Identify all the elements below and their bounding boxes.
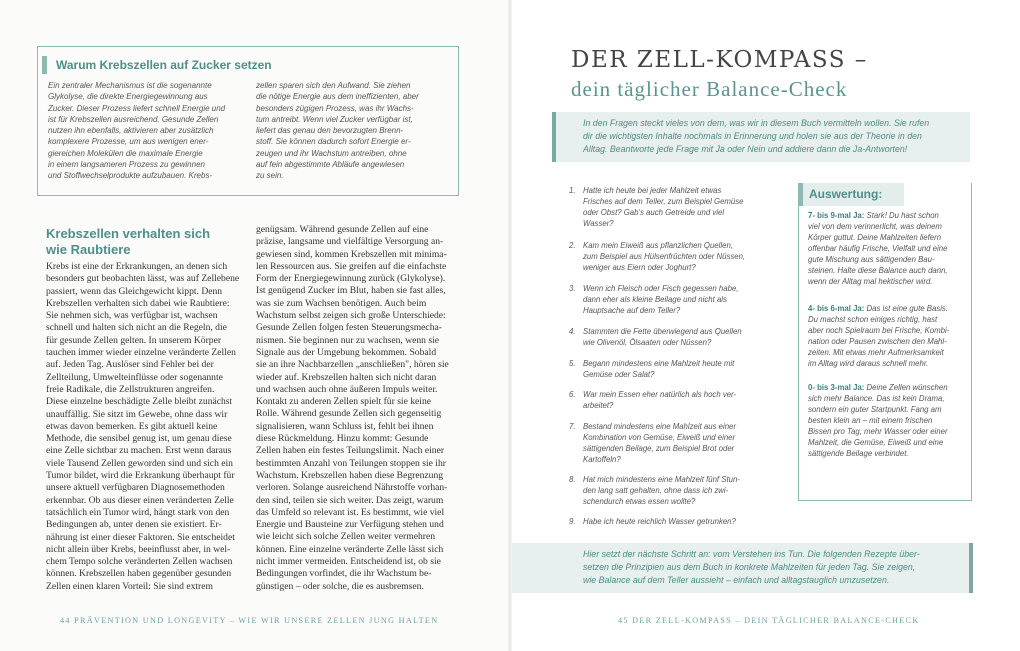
question-text: Begann mindestens eine Mahlzeit heute mit Gemüse oder Salat? (583, 359, 735, 379)
body-text-line: erkennbar. Ob aus dieser einen veränderten Zelle (46, 494, 234, 506)
info-box-line: liefert das genau den bevorzugten Brenn- (256, 126, 404, 136)
body-text-line: Wachstum selbst zeigen sich große Unterschiede: (256, 310, 446, 322)
body-text-line: tatsächlich ein Tumor wird, hängt stark von den (46, 506, 230, 518)
evaluation-label: 0- bis 3-mal Ja: (808, 383, 865, 392)
info-box-line: zellen sparen sich den Aufwand. Sie ziehen (256, 81, 411, 90)
info-box-line: auf fein abgestimmte Abläufe angewiesen (256, 160, 405, 170)
body-text-line: Kontakt zu anderen Zellen spielt für sie keine (256, 396, 432, 408)
body-text-line: nährung ist einer dieser Faktoren. Sie entscheidet (46, 531, 235, 543)
body-text-line: tauchen immer wieder einzelne veränderte Zellen (46, 347, 236, 359)
intro-line: In den Fragen steckt vieles von dem, was wir in diesem Buch vermitteln wollen. Sie rufen (583, 118, 930, 128)
body-text-line: das Umfeld so relevant ist. Es bestimmt, wie viel (256, 506, 445, 518)
body-text-line: etwas davon bemerken. Es gibt aktuell keine (46, 420, 218, 432)
body-text-line: Rolle. Während gesunde Zellen sich gegenseitig (256, 408, 442, 420)
page-subtitle: dein täglicher Balance-Check (571, 77, 848, 101)
body-text-line: Krebs ist eine der Erkrankungen, an denen sich (46, 261, 228, 272)
body-text-line: Signale aus der Umgebung bekommen. Sobald (256, 346, 437, 358)
question-number: 5. (569, 359, 576, 368)
body-text-line: auf. Jeden Tag. Auslöser sind Fehler bei der (46, 359, 214, 371)
question-number: 1. (569, 186, 576, 195)
body-text-line: und wachsen auch ohne äußeren Impuls weiter. (256, 383, 438, 395)
question-text: Hatte ich heute bei jeder Mahlzeit etwas Frisches auf dem Teller, zum Beispiel Gemüse oder Obst? Gab's auch Getreide und viel Wasser? (583, 186, 744, 228)
question-text: Wenn ich Fleisch oder Fisch gegessen habe, dann eher als kleine Beilage und nicht als Hauptsache auf dem Teller? (583, 284, 739, 315)
question-text: Bestand mindestens eine Mahlzeit aus einer Kombination von Gemüse, Eiweiß und einer sättigenden Beilage, zum Beispiel Brot oder Kartoffeln? (583, 422, 736, 464)
body-text-line: diese Rückmeldung. Hinzu kommt: Gesunde (256, 433, 429, 445)
body-text-line: Zellen haben ein festes Teilungslimit. Nach einer (256, 445, 445, 457)
body-text-line: Zellen einen klaren Vorteil: Sie sind extrem (46, 580, 213, 592)
info-box-line: Ein zentraler Mechanismus ist die sogenannte (48, 81, 212, 90)
body-text-line: signalisieren, wann Schluss ist, fehlt bei ihnen (256, 420, 434, 432)
body-text-line: Energie und Bausteine zur Verfügung stehen und (256, 519, 444, 531)
body-text-line: freie Radikale, die Zellstrukturen angreifen. (46, 383, 215, 395)
outro-line: setzen die Prinzipien aus dem Buch in konkrete Mahlzeiten für jeden Tag. Sie zeigen, (583, 562, 916, 572)
page-title: DER ZELL-KOMPASS – (571, 47, 868, 73)
question-number: 6. (569, 390, 576, 399)
evaluation-title: Auswertung: (809, 187, 883, 201)
body-text-line: Diese einzelne beschädigte Zelle bleibt zunächst (46, 396, 233, 408)
body-text-line: Form der Energiegewinnung zurück (Glykolyse). (256, 273, 446, 285)
body-column-1 (46, 261, 239, 593)
body-text-line: Tumor bildet, wird die Erkrankung überhaupt für (46, 470, 235, 482)
question-number: 8. (569, 475, 576, 484)
info-box-line: komplexere Prozesse, um aus wenigen ener- (48, 137, 209, 147)
question-text: Kam mein Eiweiß aus pflanzlichen Quellen, zum Beispiel aus Hülsenfrüchten oder Nüssen, weniger aus Eiern oder Joghurt? (583, 241, 746, 272)
body-text-line: Zellteilung, Umwelteinflüsse oder sogenannte (46, 371, 223, 383)
body-text-line: präzise, langsame und vielfältige Versorgung an- (256, 236, 444, 248)
info-box-line: tum antreibt. Wenn viel Zucker verfügbar ist, (256, 114, 413, 124)
body-text-line: bestimmten Anzahl von Teilungen stoppen sie ihr (256, 457, 446, 469)
body-text-line: schnell und halten sich nicht an die Regeln, die (46, 322, 227, 334)
body-text-line: Methode, die sensibel genug ist, um genau diese (46, 433, 232, 445)
body-text-line: verloren. Solange ausreichend Nährstoffe vorhan- (256, 482, 448, 494)
info-box-column-1 (48, 80, 225, 182)
body-text-line: genügsam. Während gesunde Zellen auf eine (256, 224, 429, 235)
body-text-line: Wachstum. Krebszellen haben diese Begrenzung (256, 469, 444, 481)
body-text-line: eine Zelle sichtbar zu machen. Erst wenn daraus (46, 445, 232, 457)
body-text-line: passiert, wenn das Gleichgewicht kippt. Denn (46, 285, 223, 297)
question-text: Stammten die Fette überwiegend aus Quellen wie Olivenöl, Ölsaaten oder Nüssen? (583, 327, 742, 347)
info-box-line: Zucker. Dieser Prozess liefert schnell Energie und (48, 103, 226, 113)
body-text-line: Gesunde Zellen folgen festen Steuerungsmecha- (256, 322, 442, 334)
body-text-line: was sie zum Wachsen benötigen. Auch beim (256, 297, 427, 309)
info-box-line: in einem langsameren Prozess zu gewinnen (48, 160, 205, 170)
outro-line: Hier setzt der nächste Schritt an: vom Verstehen ins Tun. Die folgenden Rezepte über- (583, 549, 920, 559)
body-text-line: können. Krebszellen haben gegenüber gesunden (46, 568, 232, 580)
body-text-line: unauffällig. Sie sitzt im Gewebe, ohne dass wir (46, 408, 228, 420)
page-footer-left: 44 PRÄVENTION UND LONGEVITY – WIE WIR UNSERE ZELLEN JUNG HALTEN (60, 616, 439, 625)
page-footer-right: 45 DER ZELL-KOMPASS – DEIN TÄGLICHER BALANCE-CHECK (618, 616, 920, 625)
info-box-line: giereichen Molekülen die maximale Energie (48, 148, 203, 158)
body-text-line: den sind, teilen sie sich weiter. Das zeigt, warum (256, 494, 444, 506)
question-number: 9. (569, 517, 576, 526)
section-heading-line-2: wie Raubtiere (46, 242, 131, 257)
body-text-line: günstigen – oder solche, die es ausbremsen. (256, 580, 424, 592)
evaluation-label: 4- bis 6-mal Ja: (808, 304, 865, 313)
question-number: 7. (569, 422, 576, 431)
info-box-line: besonders zügigen Prozess, was ihr Wachs- (256, 103, 414, 113)
body-text-line: besonders gut beobachten lässt, was auf Zellebene (46, 273, 240, 285)
info-box-line: ist für Krebszellen ausreichend. Gesunde Zellen (48, 114, 219, 124)
body-text-line: Ist genügend Zucker im Blut, haben sie fast alles, (256, 285, 446, 297)
body-text-line: können. Eine einzelne veränderte Zelle lässt sich (256, 543, 444, 555)
intro-line: dir die wichtigsten Inhalte nochmals in Erinnerung und holen sie aus der Theorie in den (583, 131, 922, 141)
info-box-line: stoff. Sie können dadurch sofort Energie er- (256, 137, 411, 147)
body-text-line: unsere aktuell verfügbaren Diagnosemethoden (46, 482, 225, 494)
body-text-line: nicht allein über Krebs, beeinflusst aber, in wel- (46, 543, 231, 555)
body-text-line: nismen. Sie beginnen nur zu wachsen, wenn sie (256, 334, 440, 346)
body-text-line: Krebszellen verhalten sich dabei wie Raubtiere: (46, 297, 230, 309)
info-box-column-2 (256, 80, 419, 182)
question-number: 4. (569, 327, 576, 336)
evaluation-block: 4- bis 6-mal Ja: Das ist eine gute Basis. Du machst schon einiges richtig, hast aber noch Spielraum bei Frische, Kombi- nation oder Pausen zwischen den Mahl- zeiten. Mit etwas mehr Aufmerksamkeit im Alltag wird daraus schnell mehr. (808, 304, 950, 368)
body-text-line: len Ressourcen aus. Sie greifen auf die einfachste (256, 260, 447, 272)
question-number: 3. (569, 284, 576, 293)
body-text-line: nicht immer vermeiden. Entscheidend ist, ob sie (256, 556, 441, 568)
info-box-line: nutzen ihn ebenfalls, aktivieren aber zusätzlich (48, 126, 214, 136)
body-text-line: chem Tempo solche veränderten Zellen wachsen (46, 556, 233, 568)
evaluation-block: 0- bis 3-mal Ja: Deine Zellen wünschen sich mehr Balance. Das ist kein Drama, sondern ein guter Startpunkt. Fang am besten klein an – mit einem frischen Bissen pro Tag, mehr Wasser oder einer Mahlzeit, die Gemüse, Eiweiß und eine sättigende Beilage verbindet. (808, 383, 948, 458)
question-text: War mein Essen eher natürlich als hoch ver- arbeitet? (583, 390, 737, 410)
info-box-line: zeugen und ihr Wachstum antreiben, ohne (256, 148, 407, 158)
question-text: Habe ich heute reichlich Wasser getrunken? (583, 517, 736, 526)
section-heading-line-1: Krebszellen verhalten sich (46, 226, 211, 241)
outro-line: wie Balance auf dem Teller aussieht – einfach und alltagstauglich umzusetzen. (583, 575, 890, 585)
body-text-line: für gesunde Zellen gelten. In unserem Körper (46, 334, 222, 346)
body-text-line: gewiesen sind, kommen Krebszellen mit minima- (256, 248, 447, 260)
body-text-line: Bedingungen vorfindet, die ihr Wachstum be- (256, 568, 432, 580)
info-box-line: zu sein. (256, 171, 284, 181)
info-box-line: Glykolyse, die direkte Energiegewinnung aus (48, 92, 208, 102)
intro-text (583, 117, 929, 156)
intro-line: Alltag. Beantworte jede Frage mit Ja oder Nein und addiere dann die Ja-Antworten! (583, 144, 908, 154)
body-text-line: viele Tausend Zellen geworden sind und sich ein (46, 457, 233, 469)
body-column-2 (256, 224, 449, 593)
body-text-line: sie an ihre Nachbarzellen „anschließen", hören sie (256, 359, 449, 371)
evaluation-label: 7- bis 9-mal Ja: (808, 211, 865, 220)
question-text: Hat mich mindestens eine Mahlzeit fünf Stun- den lang satt gehalten, ohne dass ich zwi- schendurch etwas essen wollte? (583, 475, 740, 506)
question-number: 2. (569, 241, 576, 250)
body-text-line: Sie nehmen sich, was verfügbar ist, wachsen (46, 310, 218, 322)
outro-text (583, 548, 920, 587)
body-text-line: Bedingungen ab, unter denen sie existiert. Er- (46, 519, 222, 531)
info-box-line: und Stoffwechselprodukte aufzubauen. Krebs- (48, 171, 213, 181)
evaluation-heading (798, 183, 904, 206)
evaluation-block: 7- bis 9-mal Ja: Stark! Du hast schon viel von dem verinnerlicht, was deinem Körper guttut. Deine Mahlzeiten liefern offenbar häufig Frische, Vielfalt und eine gute Mischung aus sättigenden Bau- steinen. Halte diese Balance auch dann, wenn der Alltag mal hektischer wird. (808, 211, 948, 286)
info-box-line: die nötige Energie aus dem ineffizienten, aber (256, 92, 419, 102)
info-box-title: Warum Krebszellen auf Zucker setzen (42, 56, 272, 74)
body-text-line: wieder auf. Krebszellen halten sich nicht daran (256, 371, 437, 383)
body-text-line: wie leicht sich solche Zellen weiter vermehren (256, 531, 436, 543)
